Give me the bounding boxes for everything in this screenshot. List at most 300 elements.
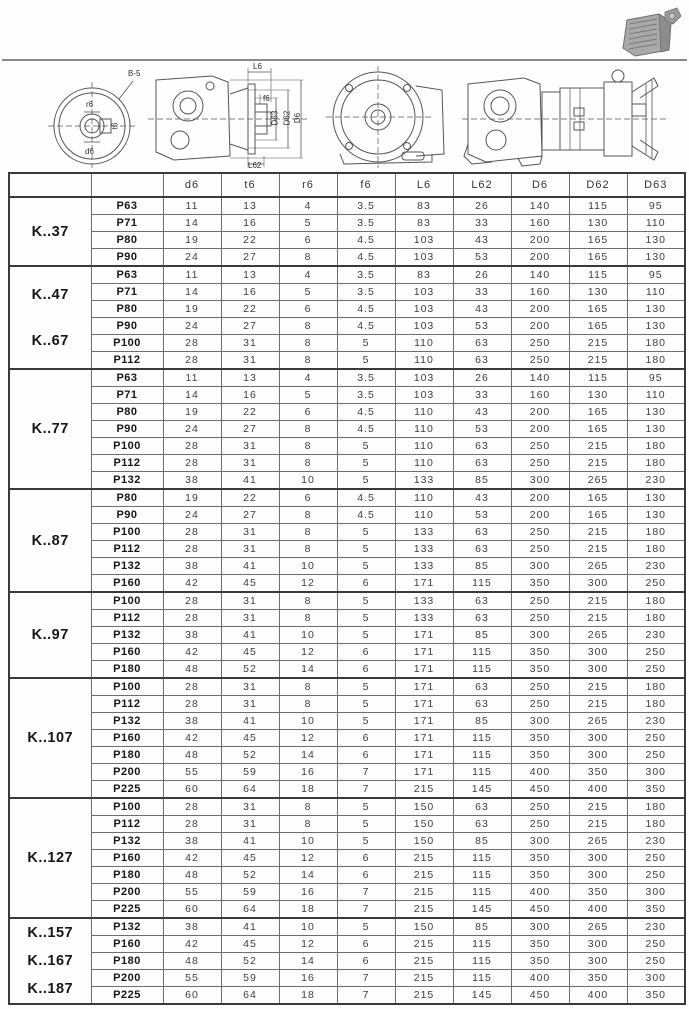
value-cell: 48 <box>163 867 221 884</box>
value-cell: 12 <box>279 936 337 953</box>
value-cell: 11 <box>163 197 221 215</box>
value-cell: 41 <box>221 918 279 936</box>
value-cell: 250 <box>627 936 685 953</box>
value-cell: 27 <box>221 421 279 438</box>
size-cell: P132 <box>91 713 163 730</box>
column-header-D6: D6 <box>511 173 569 197</box>
table-row <box>9 747 685 764</box>
value-cell: 250 <box>511 696 569 713</box>
column-header-L6: L6 <box>395 173 453 197</box>
value-cell: 5 <box>337 833 395 850</box>
value-cell: 115 <box>453 867 511 884</box>
value-cell: 63 <box>453 352 511 370</box>
value-cell: 33 <box>453 284 511 301</box>
value-cell: 3.5 <box>337 266 395 284</box>
value-cell: 215 <box>395 884 453 901</box>
value-cell: 350 <box>511 661 569 679</box>
value-cell: 14 <box>163 215 221 232</box>
table-row <box>9 232 685 249</box>
value-cell: 5 <box>337 713 395 730</box>
value-cell: 5 <box>279 284 337 301</box>
value-cell: 8 <box>279 249 337 267</box>
value-cell: 31 <box>221 352 279 370</box>
value-cell: 6 <box>337 730 395 747</box>
size-cell: P132 <box>91 918 163 936</box>
size-cell: P112 <box>91 610 163 627</box>
value-cell: 115 <box>453 884 511 901</box>
value-cell: 200 <box>511 489 569 507</box>
value-cell: 24 <box>163 421 221 438</box>
value-cell: 5 <box>337 610 395 627</box>
value-cell: 145 <box>453 901 511 919</box>
size-cell: P225 <box>91 781 163 799</box>
value-cell: 265 <box>569 918 627 936</box>
value-cell: 300 <box>511 833 569 850</box>
value-cell: 59 <box>221 970 279 987</box>
value-cell: 110 <box>395 421 453 438</box>
value-cell: 350 <box>627 781 685 799</box>
value-cell: 12 <box>279 730 337 747</box>
value-cell: 14 <box>279 953 337 970</box>
value-cell: 165 <box>569 318 627 335</box>
value-cell: 27 <box>221 318 279 335</box>
table-row <box>9 197 685 215</box>
value-cell: 200 <box>511 421 569 438</box>
value-cell: 171 <box>395 696 453 713</box>
value-cell: 215 <box>569 798 627 816</box>
table-row <box>9 730 685 747</box>
value-cell: 165 <box>569 301 627 318</box>
value-cell: 6 <box>279 489 337 507</box>
table-row <box>9 816 685 833</box>
value-cell: 53 <box>453 249 511 267</box>
size-cell: P80 <box>91 301 163 318</box>
value-cell: 27 <box>221 249 279 267</box>
value-cell: 33 <box>453 215 511 232</box>
value-cell: 8 <box>279 507 337 524</box>
value-cell: 230 <box>627 627 685 644</box>
value-cell: 115 <box>453 970 511 987</box>
value-cell: 85 <box>453 833 511 850</box>
value-cell: 250 <box>511 678 569 696</box>
value-cell: 230 <box>627 918 685 936</box>
value-cell: 52 <box>221 661 279 679</box>
value-cell: 13 <box>221 197 279 215</box>
table-row <box>9 610 685 627</box>
value-cell: 85 <box>453 918 511 936</box>
size-cell: P90 <box>91 318 163 335</box>
value-cell: 52 <box>221 747 279 764</box>
table-row <box>9 266 685 284</box>
value-cell: 115 <box>453 730 511 747</box>
table-row <box>9 541 685 558</box>
value-cell: 150 <box>395 816 453 833</box>
table-row <box>9 936 685 953</box>
value-cell: 250 <box>511 335 569 352</box>
value-cell: 4.5 <box>337 421 395 438</box>
value-cell: 115 <box>569 197 627 215</box>
value-cell: 133 <box>395 592 453 610</box>
value-cell: 22 <box>221 404 279 421</box>
value-cell: 5 <box>337 627 395 644</box>
value-cell: 103 <box>395 369 453 387</box>
value-cell: 215 <box>569 696 627 713</box>
value-cell: 165 <box>569 489 627 507</box>
value-cell: 6 <box>337 747 395 764</box>
value-cell: 16 <box>279 764 337 781</box>
value-cell: 7 <box>337 764 395 781</box>
value-cell: 8 <box>279 421 337 438</box>
value-cell: 130 <box>627 249 685 267</box>
table-row <box>9 867 685 884</box>
value-cell: 250 <box>511 352 569 370</box>
size-cell: P180 <box>91 661 163 679</box>
value-cell: 14 <box>279 747 337 764</box>
value-cell: 300 <box>511 918 569 936</box>
value-cell: 130 <box>627 507 685 524</box>
value-cell: 19 <box>163 301 221 318</box>
value-cell: 215 <box>569 438 627 455</box>
value-cell: 171 <box>395 713 453 730</box>
value-cell: 28 <box>163 678 221 696</box>
value-cell: 350 <box>627 987 685 1005</box>
value-cell: 115 <box>453 953 511 970</box>
value-cell: 16 <box>279 884 337 901</box>
value-cell: 28 <box>163 352 221 370</box>
value-cell: 130 <box>627 404 685 421</box>
value-cell: 130 <box>627 301 685 318</box>
value-cell: 350 <box>511 747 569 764</box>
value-cell: 83 <box>395 197 453 215</box>
value-cell: 63 <box>453 438 511 455</box>
value-cell: 400 <box>511 970 569 987</box>
header-divider <box>2 59 687 61</box>
value-cell: 18 <box>279 781 337 799</box>
value-cell: 13 <box>221 266 279 284</box>
value-cell: 6 <box>279 301 337 318</box>
column-header-blank <box>9 173 91 197</box>
value-cell: 8 <box>279 352 337 370</box>
table-row <box>9 644 685 661</box>
value-cell: 300 <box>569 953 627 970</box>
value-cell: 38 <box>163 713 221 730</box>
value-cell: 5 <box>337 352 395 370</box>
value-cell: 26 <box>453 197 511 215</box>
value-cell: 48 <box>163 661 221 679</box>
value-cell: 28 <box>163 798 221 816</box>
value-cell: 4.5 <box>337 301 395 318</box>
value-cell: 60 <box>163 901 221 919</box>
value-cell: 115 <box>453 936 511 953</box>
value-cell: 16 <box>221 215 279 232</box>
value-cell: 230 <box>627 558 685 575</box>
value-cell: 38 <box>163 472 221 490</box>
t6-dim-label: t6 <box>110 122 120 130</box>
value-cell: 31 <box>221 696 279 713</box>
size-cell: P132 <box>91 627 163 644</box>
value-cell: 6 <box>337 936 395 953</box>
value-cell: 31 <box>221 438 279 455</box>
value-cell: 8 <box>279 438 337 455</box>
value-cell: 11 <box>163 266 221 284</box>
value-cell: 28 <box>163 541 221 558</box>
value-cell: 300 <box>627 764 685 781</box>
value-cell: 43 <box>453 404 511 421</box>
value-cell: 180 <box>627 816 685 833</box>
value-cell: 133 <box>395 541 453 558</box>
value-cell: 171 <box>395 627 453 644</box>
value-cell: 6 <box>337 661 395 679</box>
table-row <box>9 215 685 232</box>
L62-dim-label: L62 <box>248 161 262 170</box>
size-cell: P90 <box>91 507 163 524</box>
value-cell: 171 <box>395 644 453 661</box>
value-cell: 160 <box>511 387 569 404</box>
value-cell: 350 <box>511 953 569 970</box>
table-row <box>9 781 685 799</box>
value-cell: 150 <box>395 833 453 850</box>
value-cell: 53 <box>453 318 511 335</box>
value-cell: 83 <box>395 215 453 232</box>
value-cell: 45 <box>221 644 279 661</box>
value-cell: 250 <box>627 661 685 679</box>
table-row <box>9 678 685 696</box>
value-cell: 4.5 <box>337 249 395 267</box>
value-cell: 60 <box>163 781 221 799</box>
value-cell: 11 <box>163 369 221 387</box>
value-cell: 55 <box>163 764 221 781</box>
value-cell: 215 <box>569 592 627 610</box>
table-row <box>9 404 685 421</box>
value-cell: 14 <box>163 284 221 301</box>
value-cell: 171 <box>395 661 453 679</box>
value-cell: 28 <box>163 438 221 455</box>
value-cell: 133 <box>395 610 453 627</box>
value-cell: 115 <box>453 764 511 781</box>
value-cell: 115 <box>453 575 511 593</box>
value-cell: 215 <box>395 970 453 987</box>
value-cell: 22 <box>221 301 279 318</box>
value-cell: 130 <box>627 318 685 335</box>
value-cell: 165 <box>569 421 627 438</box>
size-cell: P71 <box>91 215 163 232</box>
value-cell: 110 <box>395 455 453 472</box>
value-cell: 52 <box>221 867 279 884</box>
value-cell: 63 <box>453 524 511 541</box>
value-cell: 8 <box>279 696 337 713</box>
size-cell: P200 <box>91 764 163 781</box>
value-cell: 130 <box>627 232 685 249</box>
value-cell: 64 <box>221 987 279 1005</box>
r6-dim-label: r6 <box>86 100 94 109</box>
gearmotor-photo-icon <box>609 6 683 62</box>
value-cell: 4.5 <box>337 232 395 249</box>
value-cell: 115 <box>453 661 511 679</box>
size-cell: P63 <box>91 266 163 284</box>
value-cell: 215 <box>395 987 453 1005</box>
value-cell: 28 <box>163 816 221 833</box>
value-cell: 140 <box>511 266 569 284</box>
value-cell: 8 <box>279 816 337 833</box>
value-cell: 200 <box>511 301 569 318</box>
value-cell: 200 <box>511 404 569 421</box>
value-cell: 180 <box>627 610 685 627</box>
size-cell: P100 <box>91 678 163 696</box>
value-cell: 171 <box>395 730 453 747</box>
value-cell: 95 <box>627 266 685 284</box>
value-cell: 85 <box>453 558 511 575</box>
value-cell: 300 <box>569 661 627 679</box>
value-cell: 350 <box>569 764 627 781</box>
value-cell: 110 <box>395 335 453 352</box>
value-cell: 171 <box>395 575 453 593</box>
table-row <box>9 438 685 455</box>
value-cell: 180 <box>627 438 685 455</box>
value-cell: 300 <box>569 850 627 867</box>
table-row <box>9 387 685 404</box>
value-cell: 133 <box>395 558 453 575</box>
value-cell: 7 <box>337 901 395 919</box>
value-cell: 350 <box>511 730 569 747</box>
value-cell: 63 <box>453 335 511 352</box>
value-cell: 4.5 <box>337 507 395 524</box>
value-cell: 160 <box>511 215 569 232</box>
value-cell: 350 <box>511 867 569 884</box>
size-cell: P160 <box>91 644 163 661</box>
value-cell: 95 <box>627 197 685 215</box>
table-row <box>9 833 685 850</box>
value-cell: 300 <box>511 713 569 730</box>
value-cell: 33 <box>453 387 511 404</box>
table-row <box>9 884 685 901</box>
table-row <box>9 318 685 335</box>
value-cell: 38 <box>163 627 221 644</box>
group-label: K..97 <box>9 592 91 678</box>
value-cell: 165 <box>569 507 627 524</box>
value-cell: 22 <box>221 489 279 507</box>
value-cell: 300 <box>569 747 627 764</box>
value-cell: 215 <box>395 867 453 884</box>
value-cell: 8 <box>279 592 337 610</box>
value-cell: 400 <box>511 764 569 781</box>
table-body <box>9 197 685 1004</box>
value-cell: 38 <box>163 918 221 936</box>
value-cell: 38 <box>163 558 221 575</box>
value-cell: 8 <box>279 455 337 472</box>
table-row <box>9 507 685 524</box>
value-cell: 8 <box>279 335 337 352</box>
value-cell: 180 <box>627 696 685 713</box>
value-cell: 63 <box>453 798 511 816</box>
table-row <box>9 798 685 816</box>
value-cell: 5 <box>337 918 395 936</box>
value-cell: 145 <box>453 781 511 799</box>
value-cell: 140 <box>511 197 569 215</box>
table-row <box>9 249 685 267</box>
table-row <box>9 352 685 370</box>
value-cell: 85 <box>453 713 511 730</box>
value-cell: 5 <box>337 455 395 472</box>
table-row <box>9 369 685 387</box>
value-cell: 250 <box>511 524 569 541</box>
column-header-D62: D62 <box>569 173 627 197</box>
value-cell: 103 <box>395 318 453 335</box>
table-row <box>9 455 685 472</box>
value-cell: 43 <box>453 232 511 249</box>
table-row <box>9 472 685 490</box>
value-cell: 250 <box>511 455 569 472</box>
table-row <box>9 661 685 679</box>
value-cell: 5 <box>337 592 395 610</box>
group-label: K..157 K..167 K..187 <box>9 918 91 1004</box>
value-cell: 400 <box>569 781 627 799</box>
value-cell: 215 <box>569 335 627 352</box>
column-header-r6: r6 <box>279 173 337 197</box>
value-cell: 250 <box>511 798 569 816</box>
size-cell: P100 <box>91 438 163 455</box>
value-cell: 350 <box>511 936 569 953</box>
value-cell: 31 <box>221 610 279 627</box>
value-cell: 53 <box>453 507 511 524</box>
table-row <box>9 850 685 867</box>
value-cell: 95 <box>627 369 685 387</box>
value-cell: 41 <box>221 713 279 730</box>
value-cell: 28 <box>163 524 221 541</box>
value-cell: 103 <box>395 284 453 301</box>
value-cell: 265 <box>569 627 627 644</box>
table-row <box>9 335 685 352</box>
value-cell: 10 <box>279 558 337 575</box>
value-cell: 41 <box>221 833 279 850</box>
value-cell: 16 <box>279 970 337 987</box>
value-cell: 38 <box>163 833 221 850</box>
value-cell: 6 <box>337 644 395 661</box>
value-cell: 350 <box>511 575 569 593</box>
value-cell: 41 <box>221 627 279 644</box>
size-cell: P90 <box>91 249 163 267</box>
value-cell: 350 <box>569 970 627 987</box>
value-cell: 5 <box>337 335 395 352</box>
size-cell: P200 <box>91 884 163 901</box>
value-cell: 110 <box>627 284 685 301</box>
value-cell: 31 <box>221 816 279 833</box>
value-cell: 4.5 <box>337 404 395 421</box>
value-cell: 215 <box>569 541 627 558</box>
value-cell: 6 <box>337 953 395 970</box>
value-cell: 130 <box>569 387 627 404</box>
value-cell: 180 <box>627 352 685 370</box>
value-cell: 130 <box>569 284 627 301</box>
value-cell: 4.5 <box>337 318 395 335</box>
value-cell: 4.5 <box>337 489 395 507</box>
value-cell: 31 <box>221 541 279 558</box>
value-cell: 55 <box>163 884 221 901</box>
value-cell: 24 <box>163 507 221 524</box>
value-cell: 265 <box>569 558 627 575</box>
value-cell: 5 <box>337 798 395 816</box>
value-cell: 28 <box>163 455 221 472</box>
value-cell: 64 <box>221 781 279 799</box>
value-cell: 215 <box>569 610 627 627</box>
value-cell: 115 <box>569 369 627 387</box>
table-row <box>9 592 685 610</box>
column-header-d6: d6 <box>163 173 221 197</box>
value-cell: 19 <box>163 404 221 421</box>
table-row <box>9 970 685 987</box>
value-cell: 42 <box>163 936 221 953</box>
value-cell: 250 <box>627 953 685 970</box>
value-cell: 250 <box>511 592 569 610</box>
